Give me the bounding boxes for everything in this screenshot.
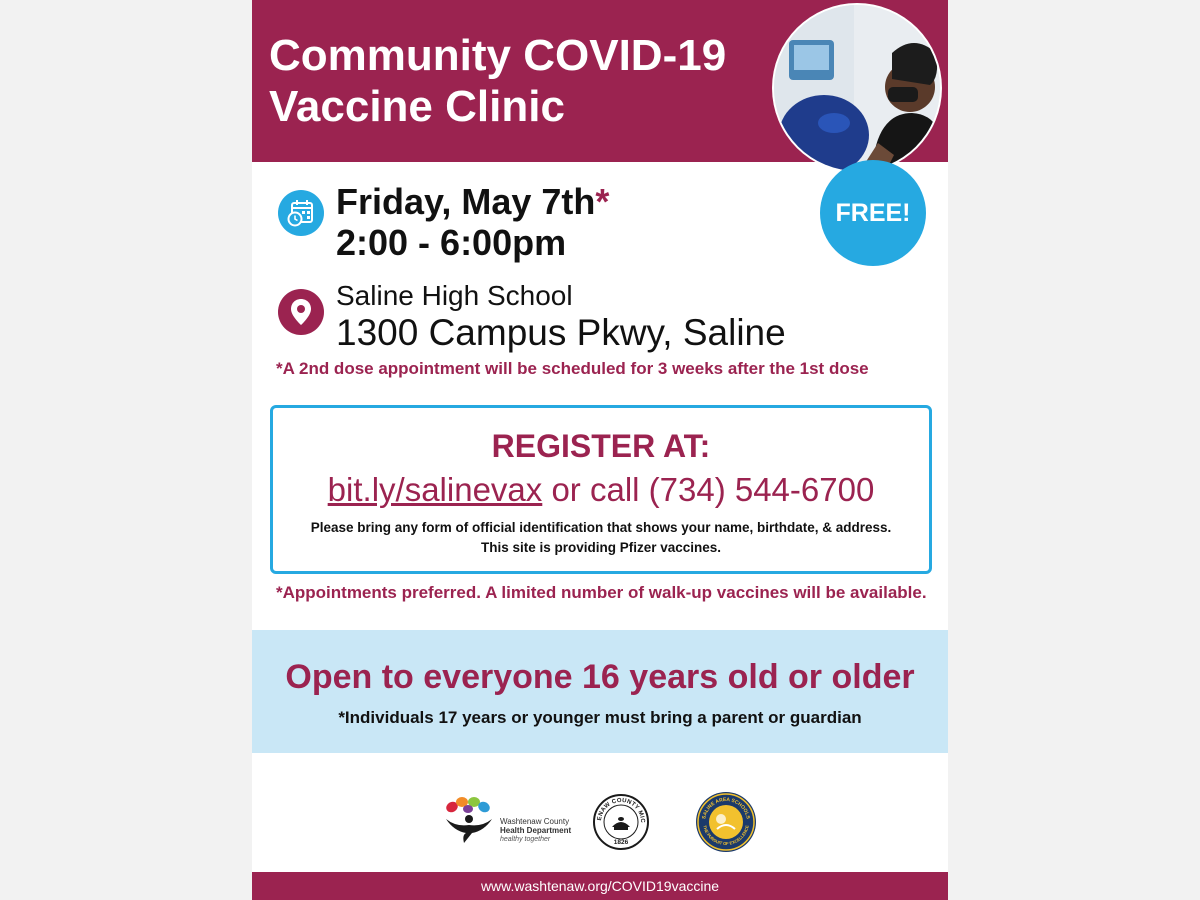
footer-url[interactable]: www.washtenaw.org/COVID19vaccine: [480, 878, 720, 894]
title-line-2: Vaccine Clinic: [269, 82, 565, 131]
eligibility-note: *Individuals 17 years or younger must bring a parent or guardian: [338, 708, 862, 727]
vaccination-photo: [774, 5, 940, 171]
phone-text: or call (734) 544-6700: [542, 471, 875, 508]
eligibility-band: [252, 630, 948, 753]
walkup-note: *Appointments preferred. A limited number of walk-up vaccines will be available.: [276, 583, 927, 602]
location-address: 1300 Campus Pkwy, Saline: [336, 312, 786, 353]
health-dept-name-line-1: Washtenaw County: [500, 817, 570, 826]
flyer-title: [269, 30, 789, 132]
footer-bar: [252, 872, 948, 900]
register-line: [273, 471, 929, 509]
free-badge: FREE!: [820, 160, 926, 266]
identification-note: [273, 518, 929, 558]
register-heading: REGISTER AT:: [491, 428, 711, 464]
location-name: Saline High School: [336, 280, 573, 311]
registration-box: [270, 405, 932, 574]
school-logo-top-text: SALINE AREA SCHOOLS: [701, 796, 751, 820]
county-seal-text: ENAW COUNTY MIC: [596, 797, 646, 824]
vaccine-clinic-flyer: [252, 0, 948, 900]
county-seal-year: 1826: [613, 839, 629, 846]
eligibility-heading: Open to everyone 16 years old or older: [285, 658, 915, 696]
title-line-1: Community COVID-19: [269, 31, 727, 80]
registration-link[interactable]: bit.ly/salinevax: [327, 471, 543, 508]
school-logo-bottom-text: THE PURSUIT OF EXCELLENCE: [702, 824, 750, 847]
event-date: [336, 182, 609, 222]
event-date-text: Friday, May 7th: [336, 181, 596, 222]
health-department-logo: [442, 795, 572, 850]
map-pin-icon: [278, 289, 324, 335]
date-asterisk: *: [595, 181, 610, 222]
saline-schools-logo: [695, 791, 757, 853]
id-note-line-2: This site is providing Pfizer vaccines.: [480, 540, 722, 555]
health-dept-name-line-2: Health Department: [500, 826, 572, 835]
calendar-clock-icon: [278, 190, 324, 236]
id-note-line-1: Please bring any form of official identification that shows your name, birthdate, & address.: [310, 520, 892, 535]
county-seal-logo: [592, 793, 650, 851]
health-dept-tagline: healthy together: [500, 836, 551, 843]
event-time: 2:00 - 6:00pm: [336, 222, 567, 263]
second-dose-note: *A 2nd dose appointment will be scheduled for 3 weeks after the 1st dose: [276, 359, 869, 378]
